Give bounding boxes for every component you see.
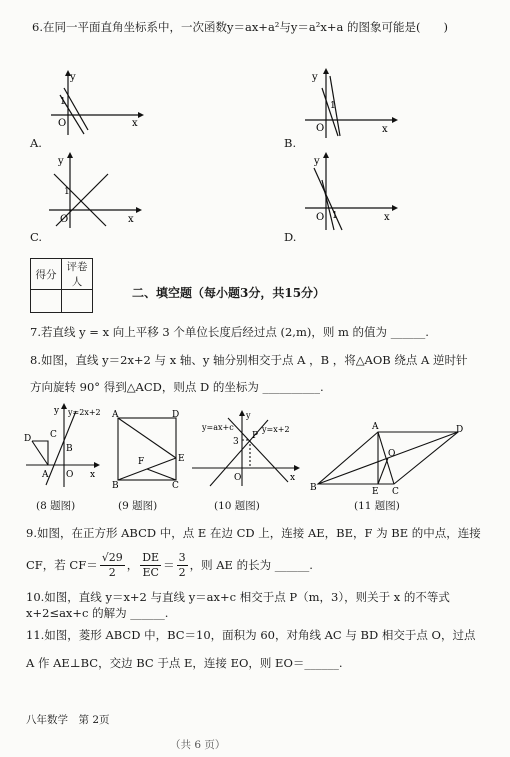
figure-9 — [110, 408, 188, 488]
question-11-line-2: A 作 AE⊥BC，交边 BC 于点 E，连接 EO，则 EO＝______. — [26, 656, 343, 670]
fig11-o: O — [388, 449, 396, 459]
question-7: 7.若直线 y = x 向上平移 3 个单位长度后经过点 (2,m)，则 m 的值为 ______. — [30, 325, 429, 339]
figure-8-caption: (8 题图) — [36, 500, 76, 512]
fraction-cf-den: 2 — [108, 565, 116, 579]
fig11-c: C — [392, 487, 399, 496]
fig9-c: C — [172, 481, 179, 488]
option-c: C. — [30, 230, 43, 244]
fig10-o: O — [234, 473, 242, 483]
grader-cell[interactable] — [62, 290, 93, 313]
graph-a-one: 1 — [60, 97, 66, 107]
fig8-b: B — [66, 444, 73, 454]
graph-b-origin: O — [316, 123, 325, 134]
figure-9-caption: (9 题图) — [118, 500, 158, 512]
fig8-d: D — [24, 434, 32, 444]
question-9-line-2 — [26, 550, 313, 580]
q9-text-d: ，则 AE 的长为 ______. — [189, 558, 313, 572]
graph-a — [46, 70, 146, 140]
fig8-a: A — [42, 470, 49, 480]
fig9-f: F — [138, 457, 145, 467]
fig11-a: A — [372, 422, 379, 432]
q9-text-c: ＝ — [163, 558, 175, 572]
footer-page-label: 八年数学 第 2页 — [26, 714, 110, 726]
question-9-line-1: 9.如图，在正方形 ABCD 中，点 E 在边 CD 上，连接 AE，BE，F 为 BE 的中点，连接 — [26, 526, 481, 540]
fig11-e: E — [372, 487, 379, 496]
fraction-ec-den: EC — [142, 565, 159, 579]
figure-11 — [310, 420, 466, 496]
fig10-eq1: y=ax+c — [202, 423, 234, 432]
fraction-de-ec — [140, 551, 161, 580]
fraction-2-den: 2 — [178, 565, 186, 579]
fig8-x: x — [90, 470, 96, 480]
score-table — [30, 258, 93, 313]
question-11-line-1: 11.如图，菱形 ABCD 中，BC＝10，面积为 60，对角线 AC 与 BD 相交于点 O，过点 — [26, 628, 476, 642]
score-cell[interactable] — [31, 290, 62, 313]
fig11-b: B — [310, 483, 317, 493]
fig8-equation: y=2x+2 — [68, 408, 101, 417]
grader-header: 评卷人 — [62, 259, 93, 290]
graph-b-y-label: y — [312, 72, 318, 83]
fig10-three: 3 — [233, 437, 239, 447]
graph-c-y-label: y — [58, 156, 64, 167]
question-6: 6.在同一平面直角坐标系中，一次函数y＝ax+a²与y＝a²x+a 的图象可能是( ) — [32, 20, 448, 34]
fig8-o: O — [66, 470, 74, 480]
fig8-y: y — [54, 406, 60, 416]
fraction-cf-num: √29 — [101, 550, 123, 564]
question-8-line-2: 方向旋转 90° 得到△ACD，则点 D 的坐标为 __________. — [30, 380, 324, 394]
graph-a-origin: O — [58, 118, 67, 129]
graph-d-x-label: x — [384, 212, 390, 223]
graph-d — [300, 152, 400, 232]
fig9-e: E — [178, 454, 185, 464]
option-d: D. — [284, 230, 297, 244]
score-header: 得分 — [31, 259, 62, 290]
footer-total-pages: （共 6 页） — [170, 739, 226, 751]
fraction-three-halves — [177, 551, 188, 580]
option-a: A. — [30, 136, 42, 150]
figure-10-caption: (10 题图) — [214, 500, 260, 512]
fraction-de-num: DE — [142, 550, 160, 564]
figure-10 — [190, 410, 302, 488]
graph-c — [44, 152, 144, 230]
graph-a-y-label: y — [70, 72, 76, 83]
graph-b-one: 1 — [330, 101, 336, 111]
fraction-3-num: 3 — [178, 550, 186, 564]
figure-8 — [24, 403, 102, 488]
graph-c-x-label: x — [128, 214, 134, 225]
graph-d-y-label: y — [314, 156, 320, 167]
figure-11-caption: (11 题图) — [354, 500, 400, 512]
fig9-b: B — [112, 481, 119, 488]
graph-d-one: 1 — [332, 211, 338, 221]
graph-a-x-label: x — [132, 118, 138, 129]
q9-text-a: CF，若 CF＝ — [26, 558, 98, 572]
fig11-d: D — [456, 425, 464, 435]
fig10-p: P — [252, 431, 259, 441]
question-10-line-1: 10.如图，直线 y＝x+2 与直线 y＝ax+c 相交于点 P（m，3），则关于 x 的不等式 — [26, 590, 450, 604]
fig10-y: y — [246, 411, 251, 420]
graph-c-origin: O — [60, 214, 69, 225]
graph-c-one: 1 — [64, 187, 70, 197]
graph-b-x-label: x — [382, 124, 388, 135]
option-b: B. — [284, 136, 297, 150]
question-8-line-1: 8.如图，直线 y＝2x+2 与 x 轴、y 轴分别相交于点 A ，B ，将△AOB 绕点 A 逆时针 — [30, 353, 468, 367]
graph-b — [300, 68, 400, 140]
fig8-c: C — [50, 430, 57, 440]
section-2-title: 二、填空题（每小题3分，共15分） — [132, 286, 326, 300]
graph-d-origin: O — [316, 212, 325, 223]
q9-text-b: ， — [126, 558, 139, 572]
fig9-d: D — [172, 410, 180, 420]
question-10-line-2: x+2≤ax+c 的解为 ______. — [26, 606, 169, 620]
fraction-cf — [100, 551, 125, 580]
fig9-a: A — [112, 410, 119, 420]
fig10-eq2: y=x+2 — [262, 425, 290, 434]
fig10-x: x — [290, 473, 296, 483]
